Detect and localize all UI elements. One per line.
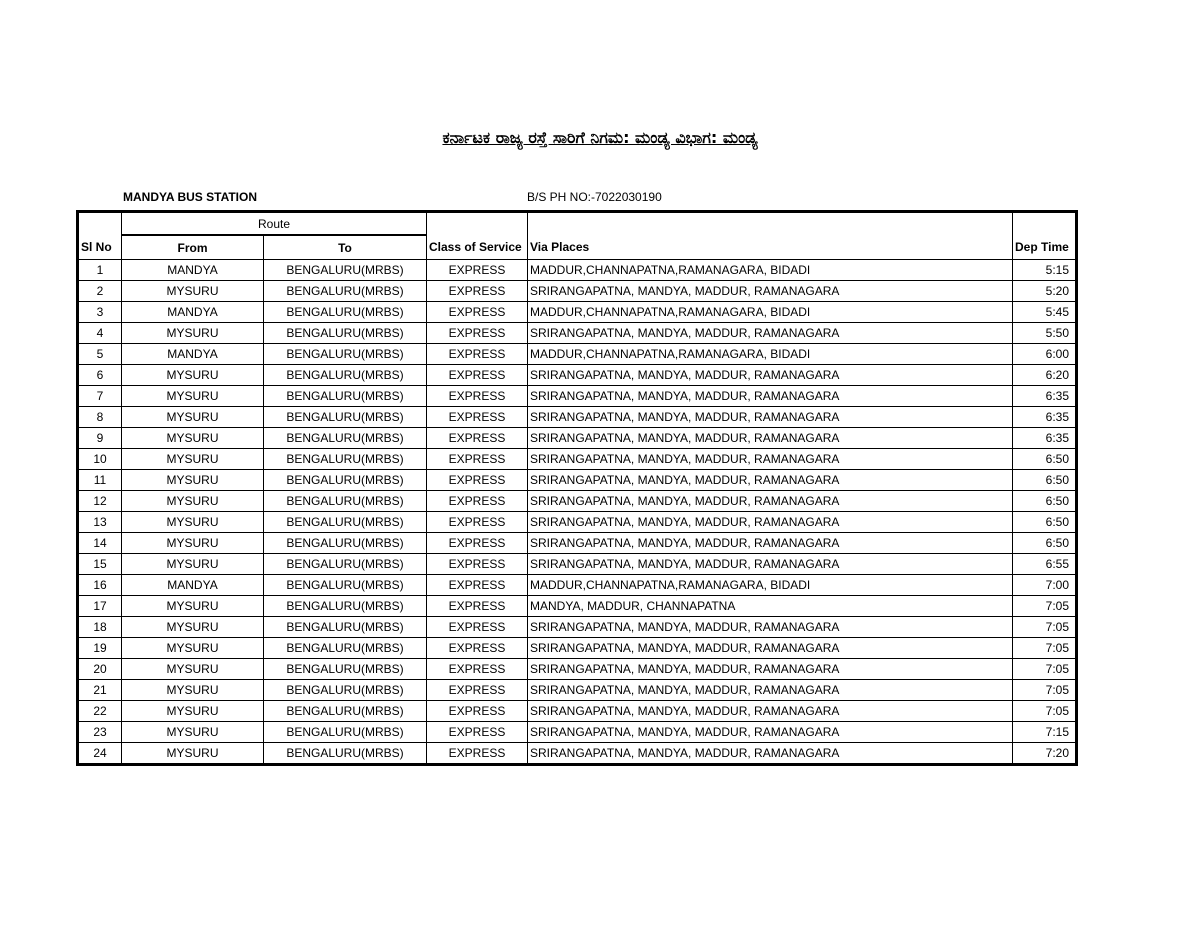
sl-no-cell: 6 xyxy=(78,365,122,386)
class-of-service-cell: EXPRESS xyxy=(427,302,528,323)
sl-no-cell: 12 xyxy=(78,491,122,512)
class-of-service-cell: EXPRESS xyxy=(427,260,528,281)
sl-no-cell: 10 xyxy=(78,449,122,470)
from-cell: MYSURU xyxy=(122,533,264,554)
dep-time-cell: 6:50 xyxy=(1013,533,1077,554)
from-cell: MYSURU xyxy=(122,428,264,449)
via-places-cell: SRIRANGAPATNA, MANDYA, MADDUR, RAMANAGARA xyxy=(528,407,1013,428)
from-cell: MYSURU xyxy=(122,491,264,512)
to-cell: BENGALURU(MRBS) xyxy=(264,743,427,765)
dep-time-cell: 7:00 xyxy=(1013,575,1077,596)
class-of-service-cell: EXPRESS xyxy=(427,554,528,575)
table-row xyxy=(78,302,1077,323)
dep-time-cell: 6:20 xyxy=(1013,365,1077,386)
class-of-service-cell: EXPRESS xyxy=(427,680,528,701)
to-header: To xyxy=(264,235,427,260)
sl-no-cell: 8 xyxy=(78,407,122,428)
dep-time-cell: 7:05 xyxy=(1013,617,1077,638)
via-places-cell: SRIRANGAPATNA, MANDYA, MADDUR, RAMANAGARA xyxy=(528,617,1013,638)
route-header: Route xyxy=(122,212,427,236)
from-cell: MYSURU xyxy=(122,722,264,743)
via-places-header: Via Places xyxy=(528,235,1013,260)
table-row xyxy=(78,554,1077,575)
to-cell: BENGALURU(MRBS) xyxy=(264,659,427,680)
class-of-service-cell: EXPRESS xyxy=(427,428,528,449)
dep-time-cell: 6:35 xyxy=(1013,428,1077,449)
table-row xyxy=(78,365,1077,386)
from-cell: MYSURU xyxy=(122,512,264,533)
station-name: MANDYA BUS STATION xyxy=(123,190,258,204)
dep-time-cell: 5:50 xyxy=(1013,323,1077,344)
dep-time-cell: 7:15 xyxy=(1013,722,1077,743)
class-of-service-cell: EXPRESS xyxy=(427,617,528,638)
from-cell: MYSURU xyxy=(122,407,264,428)
sl-no-cell: 3 xyxy=(78,302,122,323)
to-cell: BENGALURU(MRBS) xyxy=(264,554,427,575)
from-cell: MYSURU xyxy=(122,638,264,659)
dep-time-cell: 6:50 xyxy=(1013,512,1077,533)
class-of-service-cell: EXPRESS xyxy=(427,533,528,554)
dep-time-cell: 7:05 xyxy=(1013,596,1077,617)
from-cell: MANDYA xyxy=(122,575,264,596)
to-cell: BENGALURU(MRBS) xyxy=(264,491,427,512)
header-row-route xyxy=(78,212,1077,236)
sl-no-cell: 7 xyxy=(78,386,122,407)
class-of-service-cell: EXPRESS xyxy=(427,743,528,765)
class-of-service-cell: EXPRESS xyxy=(427,281,528,302)
via-places-cell: SRIRANGAPATNA, MANDYA, MADDUR, RAMANAGARA xyxy=(528,743,1013,765)
to-cell: BENGALURU(MRBS) xyxy=(264,680,427,701)
table-row xyxy=(78,344,1077,365)
to-cell: BENGALURU(MRBS) xyxy=(264,386,427,407)
dep-time-cell: 6:50 xyxy=(1013,470,1077,491)
via-places-cell: SRIRANGAPATNA, MANDYA, MADDUR, RAMANAGARA xyxy=(528,638,1013,659)
class-of-service-cell: EXPRESS xyxy=(427,344,528,365)
sl-no-cell: 17 xyxy=(78,596,122,617)
table-row xyxy=(78,260,1077,281)
class-of-service-cell: EXPRESS xyxy=(427,701,528,722)
sl-no-cell: 4 xyxy=(78,323,122,344)
to-cell: BENGALURU(MRBS) xyxy=(264,617,427,638)
page-title: ಕರ್ನಾಟಕ ರಾಜ್ಯ ರಸ್ತೆ ಸಾರಿಗೆ ನಿಗಮ: ಮಂಡ್ಯ ವಿಭಾಗ: ಮಂಡ್ಯ xyxy=(442,128,758,147)
table-row xyxy=(78,470,1077,491)
dep-time-cell: 7:05 xyxy=(1013,701,1077,722)
dep-time-cell: 5:20 xyxy=(1013,281,1077,302)
dep-time-cell: 7:05 xyxy=(1013,638,1077,659)
to-cell: BENGALURU(MRBS) xyxy=(264,638,427,659)
class-of-service-cell: EXPRESS xyxy=(427,575,528,596)
to-cell: BENGALURU(MRBS) xyxy=(264,323,427,344)
sl-no-cell: 9 xyxy=(78,428,122,449)
table-row xyxy=(78,533,1077,554)
dep-time-cell: 7:05 xyxy=(1013,680,1077,701)
class-of-service-header: Class of Service xyxy=(427,235,528,260)
via-places-cell: SRIRANGAPATNA, MANDYA, MADDUR, RAMANAGARA xyxy=(528,491,1013,512)
dep-time-cell: 5:15 xyxy=(1013,260,1077,281)
from-cell: MYSURU xyxy=(122,701,264,722)
sl-no-cell: 1 xyxy=(78,260,122,281)
via-places-cell: SRIRANGAPATNA, MANDYA, MADDUR, RAMANAGARA xyxy=(528,722,1013,743)
from-cell: MYSURU xyxy=(122,365,264,386)
via-places-cell: SRIRANGAPATNA, MANDYA, MADDUR, RAMANAGARA xyxy=(528,680,1013,701)
sl-no-cell: 16 xyxy=(78,575,122,596)
table-row xyxy=(78,428,1077,449)
dep-time-cell: 7:05 xyxy=(1013,659,1077,680)
table-row xyxy=(78,281,1077,302)
from-cell: MYSURU xyxy=(122,470,264,491)
table-row xyxy=(78,722,1077,743)
to-cell: BENGALURU(MRBS) xyxy=(264,260,427,281)
bus-timetable xyxy=(76,210,1078,766)
dep-time-cell: 7:20 xyxy=(1013,743,1077,765)
sl-no-cell: 22 xyxy=(78,701,122,722)
to-cell: BENGALURU(MRBS) xyxy=(264,512,427,533)
to-cell: BENGALURU(MRBS) xyxy=(264,344,427,365)
to-cell: BENGALURU(MRBS) xyxy=(264,428,427,449)
sl-no-cell: 2 xyxy=(78,281,122,302)
dep-time-cell: 6:35 xyxy=(1013,407,1077,428)
via-places-cell: SRIRANGAPATNA, MANDYA, MADDUR, RAMANAGARA xyxy=(528,659,1013,680)
sl-no-cell: 15 xyxy=(78,554,122,575)
from-cell: MANDYA xyxy=(122,344,264,365)
table-row xyxy=(78,407,1077,428)
station-phone: B/S PH NO:-7022030190 xyxy=(527,190,662,204)
class-of-service-cell: EXPRESS xyxy=(427,407,528,428)
table-row xyxy=(78,491,1077,512)
from-header: From xyxy=(122,235,264,260)
via-places-cell: SRIRANGAPATNA, MANDYA, MADDUR, RAMANAGARA xyxy=(528,386,1013,407)
sl-no-cell: 5 xyxy=(78,344,122,365)
table-row xyxy=(78,617,1077,638)
sl-no-cell: 21 xyxy=(78,680,122,701)
from-cell: MYSURU xyxy=(122,386,264,407)
class-of-service-cell: EXPRESS xyxy=(427,512,528,533)
dep-time-cell: 6:00 xyxy=(1013,344,1077,365)
dep-time-header: Dep Time xyxy=(1013,235,1077,260)
sl-no-cell: 23 xyxy=(78,722,122,743)
to-cell: BENGALURU(MRBS) xyxy=(264,470,427,491)
from-cell: MYSURU xyxy=(122,323,264,344)
via-places-cell: SRIRANGAPATNA, MANDYA, MADDUR, RAMANAGARA xyxy=(528,554,1013,575)
to-cell: BENGALURU(MRBS) xyxy=(264,575,427,596)
dep-time-cell: 6:50 xyxy=(1013,491,1077,512)
class-of-service-cell: EXPRESS xyxy=(427,449,528,470)
to-cell: BENGALURU(MRBS) xyxy=(264,701,427,722)
to-cell: BENGALURU(MRBS) xyxy=(264,533,427,554)
table-row xyxy=(78,386,1077,407)
table-row xyxy=(78,323,1077,344)
class-of-service-cell: EXPRESS xyxy=(427,491,528,512)
via-places-cell: MADDUR,CHANNAPATNA,RAMANAGARA, BIDADI xyxy=(528,575,1013,596)
to-cell: BENGALURU(MRBS) xyxy=(264,281,427,302)
table-row xyxy=(78,575,1077,596)
dep-time-cell: 5:45 xyxy=(1013,302,1077,323)
to-cell: BENGALURU(MRBS) xyxy=(264,596,427,617)
via-places-cell: SRIRANGAPATNA, MANDYA, MADDUR, RAMANAGARA xyxy=(528,323,1013,344)
sl-no-cell: 11 xyxy=(78,470,122,491)
sl-no-cell: 19 xyxy=(78,638,122,659)
class-of-service-cell: EXPRESS xyxy=(427,659,528,680)
sl-no-cell: 13 xyxy=(78,512,122,533)
sl-no-cell: 24 xyxy=(78,743,122,765)
class-of-service-cell: EXPRESS xyxy=(427,323,528,344)
via-places-cell: SRIRANGAPATNA, MANDYA, MADDUR, RAMANAGARA xyxy=(528,533,1013,554)
dep-time-cell: 6:50 xyxy=(1013,449,1077,470)
from-cell: MYSURU xyxy=(122,743,264,765)
to-cell: BENGALURU(MRBS) xyxy=(264,449,427,470)
from-cell: MYSURU xyxy=(122,281,264,302)
via-places-cell: SRIRANGAPATNA, MANDYA, MADDUR, RAMANAGARA xyxy=(528,512,1013,533)
timetable-body xyxy=(78,260,1077,765)
table-row xyxy=(78,680,1077,701)
from-cell: MYSURU xyxy=(122,449,264,470)
sl-no-cell: 20 xyxy=(78,659,122,680)
class-of-service-cell: EXPRESS xyxy=(427,596,528,617)
via-places-cell: SRIRANGAPATNA, MANDYA, MADDUR, RAMANAGARA xyxy=(528,365,1013,386)
via-places-cell: SRIRANGAPATNA, MANDYA, MADDUR, RAMANAGARA xyxy=(528,449,1013,470)
from-cell: MYSURU xyxy=(122,554,264,575)
via-places-cell: MADDUR,CHANNAPATNA,RAMANAGARA, BIDADI xyxy=(528,260,1013,281)
table-row xyxy=(78,701,1077,722)
via-places-cell: SRIRANGAPATNA, MANDYA, MADDUR, RAMANAGARA xyxy=(528,470,1013,491)
sl-no-cell: 14 xyxy=(78,533,122,554)
via-places-cell: MADDUR,CHANNAPATNA,RAMANAGARA, BIDADI xyxy=(528,302,1013,323)
to-cell: BENGALURU(MRBS) xyxy=(264,722,427,743)
class-of-service-cell: EXPRESS xyxy=(427,386,528,407)
via-places-cell: MADDUR,CHANNAPATNA,RAMANAGARA, BIDADI xyxy=(528,344,1013,365)
from-cell: MYSURU xyxy=(122,617,264,638)
table-row xyxy=(78,743,1077,765)
table-row xyxy=(78,638,1077,659)
sl-no-header: Sl No xyxy=(78,235,122,260)
dep-time-cell: 6:55 xyxy=(1013,554,1077,575)
table-row xyxy=(78,596,1077,617)
to-cell: BENGALURU(MRBS) xyxy=(264,365,427,386)
via-places-cell: SRIRANGAPATNA, MANDYA, MADDUR, RAMANAGARA xyxy=(528,428,1013,449)
header-row-columns xyxy=(78,235,1077,260)
from-cell: MYSURU xyxy=(122,596,264,617)
from-cell: MANDYA xyxy=(122,302,264,323)
from-cell: MYSURU xyxy=(122,680,264,701)
class-of-service-cell: EXPRESS xyxy=(427,722,528,743)
sl-no-cell: 18 xyxy=(78,617,122,638)
via-places-cell: SRIRANGAPATNA, MANDYA, MADDUR, RAMANAGARA xyxy=(528,701,1013,722)
from-cell: MANDYA xyxy=(122,260,264,281)
class-of-service-cell: EXPRESS xyxy=(427,365,528,386)
from-cell: MYSURU xyxy=(122,659,264,680)
via-places-cell: SRIRANGAPATNA, MANDYA, MADDUR, RAMANAGARA xyxy=(528,281,1013,302)
class-of-service-cell: EXPRESS xyxy=(427,638,528,659)
via-places-cell: MANDYA, MADDUR, CHANNAPATNA xyxy=(528,596,1013,617)
table-row xyxy=(78,449,1077,470)
table-row xyxy=(78,512,1077,533)
table-row xyxy=(78,659,1077,680)
class-of-service-cell: EXPRESS xyxy=(427,470,528,491)
dep-time-cell: 6:35 xyxy=(1013,386,1077,407)
to-cell: BENGALURU(MRBS) xyxy=(264,302,427,323)
to-cell: BENGALURU(MRBS) xyxy=(264,407,427,428)
